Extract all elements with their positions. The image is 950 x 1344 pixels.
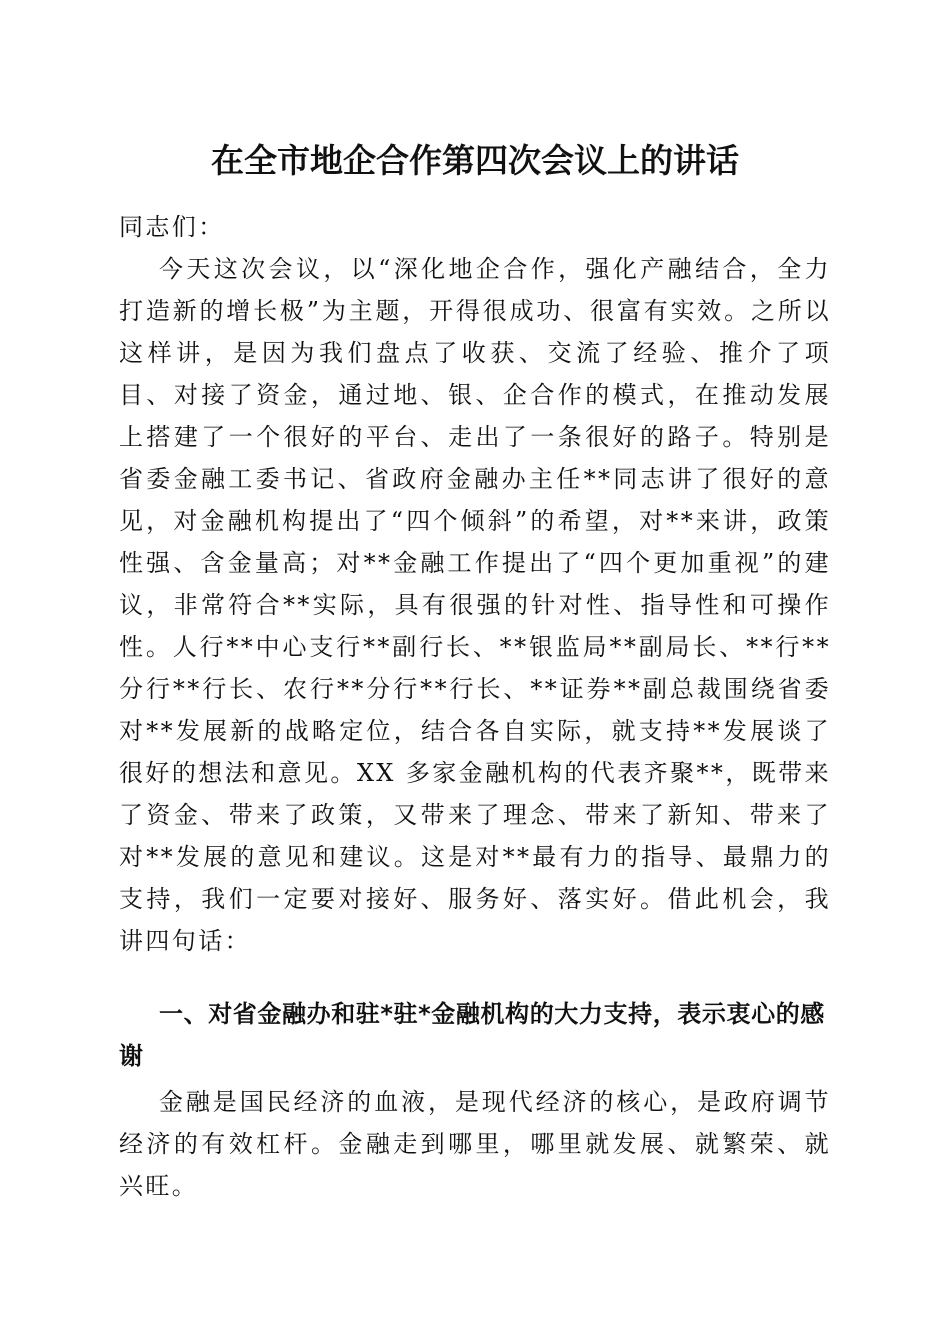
salutation: 同志们： xyxy=(119,213,225,241)
section-heading-1: 一、对省金融办和驻*驻*金融机构的大力支持，表示衷心的感谢 xyxy=(119,1000,825,1070)
paragraph-2: 金融是国民经济的血液，是现代经济的核心，是政府调节经济的有效杠杆。金融走到哪里，哪里就发展、就繁荣、就兴旺。 xyxy=(119,1088,831,1200)
paragraph-1: 今天这次会议，以“深化地企合作，强化产融结合，全力打造新的增长极”为主题，开得很成功、很富有实效。之所以这样讲，是因为我们盘点了收获、交流了经验、推介了项目、对接了资金，通过地、银、企合作的模式，在推动发展上搭建了一个很好的平台、走出了一条很好的路子。特别是省委金融工委书记、省政府金融办主任**同志讲了很好的意见，对金融机构提出了“四个倾斜”的希望，对**来讲，政策性强、含金量高；对**金融工作提出了“四个更加重视”的建议，非常符合**实际，具有很强的针对性、指导性和可操作性。人行**中心支行**副行长、**银监局**副局长、**行**分行**行长、农行**分行**行长、**证券**副总裁围绕省委对**发展新的战略定位，结合各自实际，就支持**发展谈了很好的想法和意见。XX 多家金融机构的代表齐聚**，既带来了资金、带来了政策，又带来了理念、带来了新知、带来了对**发展的意见和建议。这是对**最有力的指导、最鼎力的支持，我们一定要对接好、服务好、落实好。借此机会，我讲四句话： xyxy=(119,255,831,955)
document-title: 在全市地企合作第四次会议上的讲话 xyxy=(211,141,739,180)
